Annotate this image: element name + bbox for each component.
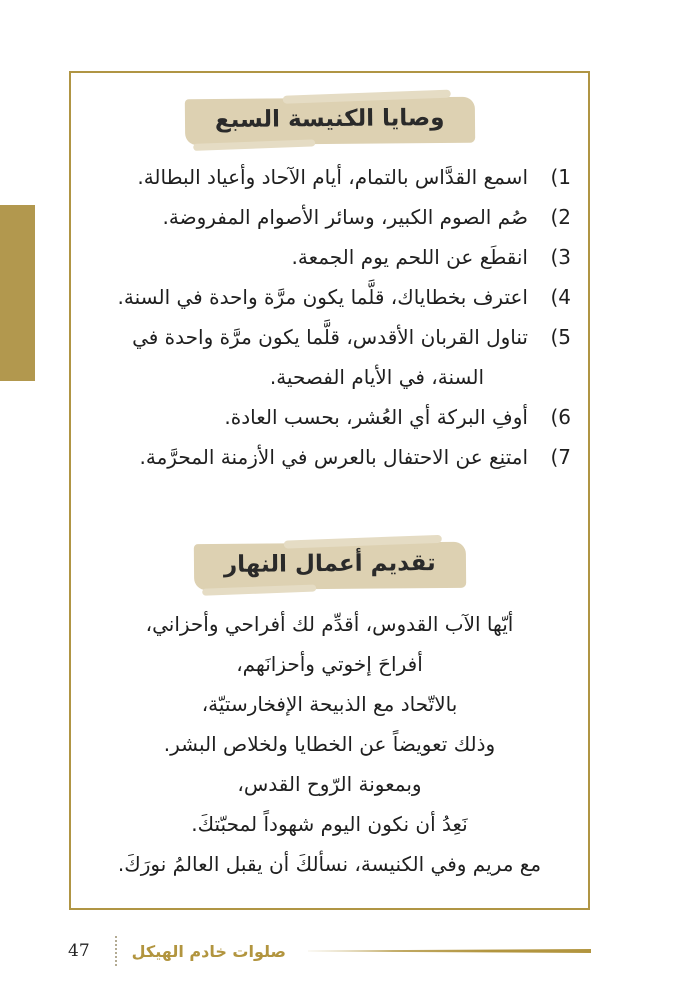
dotted-separator xyxy=(115,936,117,966)
item-number: 3) xyxy=(550,245,571,269)
prayer-text xyxy=(86,604,573,884)
commandment-item xyxy=(86,157,573,197)
brush-highlight xyxy=(185,97,475,146)
commandments-list xyxy=(86,157,573,477)
section-heading-prayer xyxy=(86,543,573,589)
commandments-title: وصايا الكنيسة السبع xyxy=(214,104,445,134)
item-text-line2: السنة، في الأيام الفصحية. xyxy=(269,365,484,389)
prayer-line: أيّها الآب القدوس، أقدِّم لك أفراحي وأحزاني، xyxy=(145,612,514,636)
item-number: 1) xyxy=(550,165,571,189)
item-text: اعترف بخطاياك، قلَّما يكون مرَّة واحدة في السنة. xyxy=(117,285,528,309)
footer-rule-line xyxy=(308,949,591,953)
commandment-item xyxy=(86,197,573,237)
item-text: أوفِ البركة أي العُشر، بحسب العادة. xyxy=(224,405,528,429)
page-footer xyxy=(68,932,591,970)
prayer-line: نَعِدُ أن نكون اليوم شهوداً لمحبّتكَ. xyxy=(191,812,468,836)
item-number: 7) xyxy=(550,445,571,469)
commandment-item xyxy=(86,317,573,397)
book-title: صلوات خادم الهيكل xyxy=(131,941,287,961)
brush-highlight xyxy=(193,542,465,590)
prayer-line: أفراحَ إخوتي وأحزانَهم، xyxy=(236,652,423,676)
item-number: 6) xyxy=(550,405,571,429)
commandment-item xyxy=(86,437,573,477)
commandment-item xyxy=(86,237,573,277)
prayer-title: تقديم أعمال النهار xyxy=(223,550,436,578)
item-text-line1: تناول القربان الأقدس، قلَّما يكون مرَّة واحدة في xyxy=(132,325,528,349)
item-text: صُم الصوم الكبير، وسائر الأصوام المفروضة. xyxy=(162,205,528,229)
page-edge-tab xyxy=(0,205,35,381)
commandment-item xyxy=(86,397,573,437)
item-text xyxy=(88,317,528,397)
prayer-line: مع مريم وفي الكنيسة، نسألكَ أن يقبل العالمُ نورَكَ. xyxy=(117,852,542,876)
item-number: 4) xyxy=(550,285,571,309)
prayer-line: بالاتّحاد مع الذبيحة الإفخارستيّة، xyxy=(201,692,458,716)
commandment-item xyxy=(86,277,573,317)
item-number: 2) xyxy=(550,205,571,229)
prayer-line: وذلك تعويضاً عن الخطايا ولخلاص البشر. xyxy=(163,732,496,756)
item-text: امتنِع عن الاحتفال بالعرس في الأزمنة المحرَّمة. xyxy=(139,445,528,469)
item-text: اسمع القدَّاس بالتمام، أيام الآحاد وأعياد البطالة. xyxy=(137,165,528,189)
item-text: انقطَع عن اللحم يوم الجمعة. xyxy=(291,245,528,269)
page-number: 47 xyxy=(68,941,90,961)
page-border-frame xyxy=(69,71,590,910)
section-heading-commandments xyxy=(86,98,573,144)
item-number: 5) xyxy=(550,325,571,349)
prayer-line: وبمعونة الرّوح القدس، xyxy=(237,772,422,796)
